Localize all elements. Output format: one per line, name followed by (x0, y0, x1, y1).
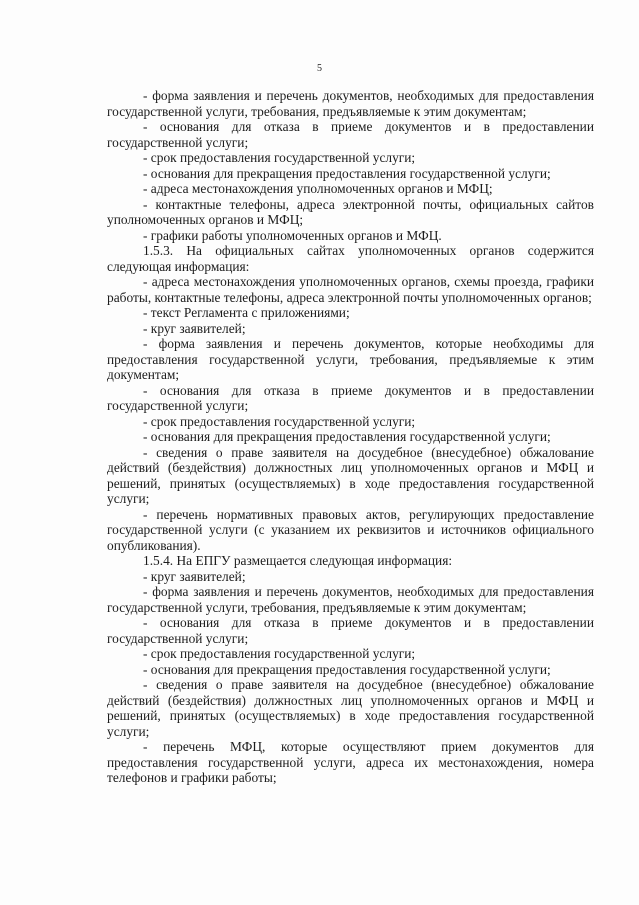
paragraph: - круг заявителей; (143, 568, 246, 584)
paragraph: - графики работы уполномоченных органов и МФЦ. (143, 227, 442, 243)
paragraph: - основания для прекращения предоставления государственной услуги; (143, 661, 551, 677)
paragraph: - адреса местонахождения уполномоченных органов, схемы проезда, графики работы, контактные телефоны, адреса электронной почты уполномоченных органов; (107, 274, 594, 305)
paragraph: - текст Регламента с приложениями; (143, 305, 350, 320)
paragraph: - сведения о праве заявителя на досудебное (внесудебное) обжалование действий (бездействия) должностных лиц уполномоченных органов и МФЦ и решений, принятых (осуществляемых) в ходе предоставления государственной услуги; (107, 444, 594, 506)
paragraph: - контактные телефоны, адреса электронной почты, официальных сайтов уполномоченных органов и МФЦ; (107, 196, 594, 227)
paragraph: - форма заявления и перечень документов, необходимых для предоставления государственной услуги, требования, предъявляемые к этим документам; (107, 584, 594, 615)
paragraph: - срок предоставления государственной услуги; (143, 413, 416, 429)
paragraph: - адреса местонахождения уполномоченных органов и МФЦ; (143, 181, 493, 196)
page-number: 5 (317, 63, 322, 74)
document-body (107, 88, 594, 786)
paragraph: - перечень МФЦ, которые осуществляют прием документов для предоставления государственной услуги, адреса их местонахождения, номера телефонов и графики работы; (107, 739, 594, 785)
paragraph: - основания для прекращения предоставления государственной услуги; (143, 165, 551, 181)
paragraph: - перечень нормативных правовых актов, регулирующих предоставление государственной услуги (с указанием их реквизитов и источников официального опубликования). (107, 506, 594, 553)
paragraph: - основания для отказа в приеме документов и в предоставлении государственной услуги; (107, 382, 594, 413)
paragraph: - форма заявления и перечень документов, которые необходимы для предоставления государственной услуги, требования, предъявляемые к этим документам; (107, 336, 594, 382)
paragraph: - круг заявителей; (143, 320, 246, 336)
paragraph: - основания для отказа в приеме документов и в предоставлении государственной услуги; (107, 615, 594, 646)
paragraph: - срок предоставления государственной услуги; (143, 646, 416, 661)
paragraph: - основания для отказа в приеме документов и в предоставлении государственной услуги; (107, 119, 594, 150)
paragraph: 1.5.4. На ЕПГУ размещается следующая информация: (143, 553, 453, 568)
paragraph: - основания для прекращения предоставления государственной услуги; (143, 429, 551, 444)
paragraph: - срок предоставления государственной услуги; (143, 150, 416, 165)
paragraph: - форма заявления и перечень документов, необходимых для предоставления государственной услуги, требования, предъявляемые к этим документам; (107, 88, 594, 119)
paragraph: 1.5.3. На официальных сайтах уполномоченных органов содержится следующая информация: (107, 243, 594, 274)
paragraph: - сведения о праве заявителя на досудебное (внесудебное) обжалование действий (бездействия) должностных лиц уполномоченных органов и МФЦ и решений, принятых (осуществляемых) в ходе предоставления государственной услуги; (107, 677, 594, 739)
